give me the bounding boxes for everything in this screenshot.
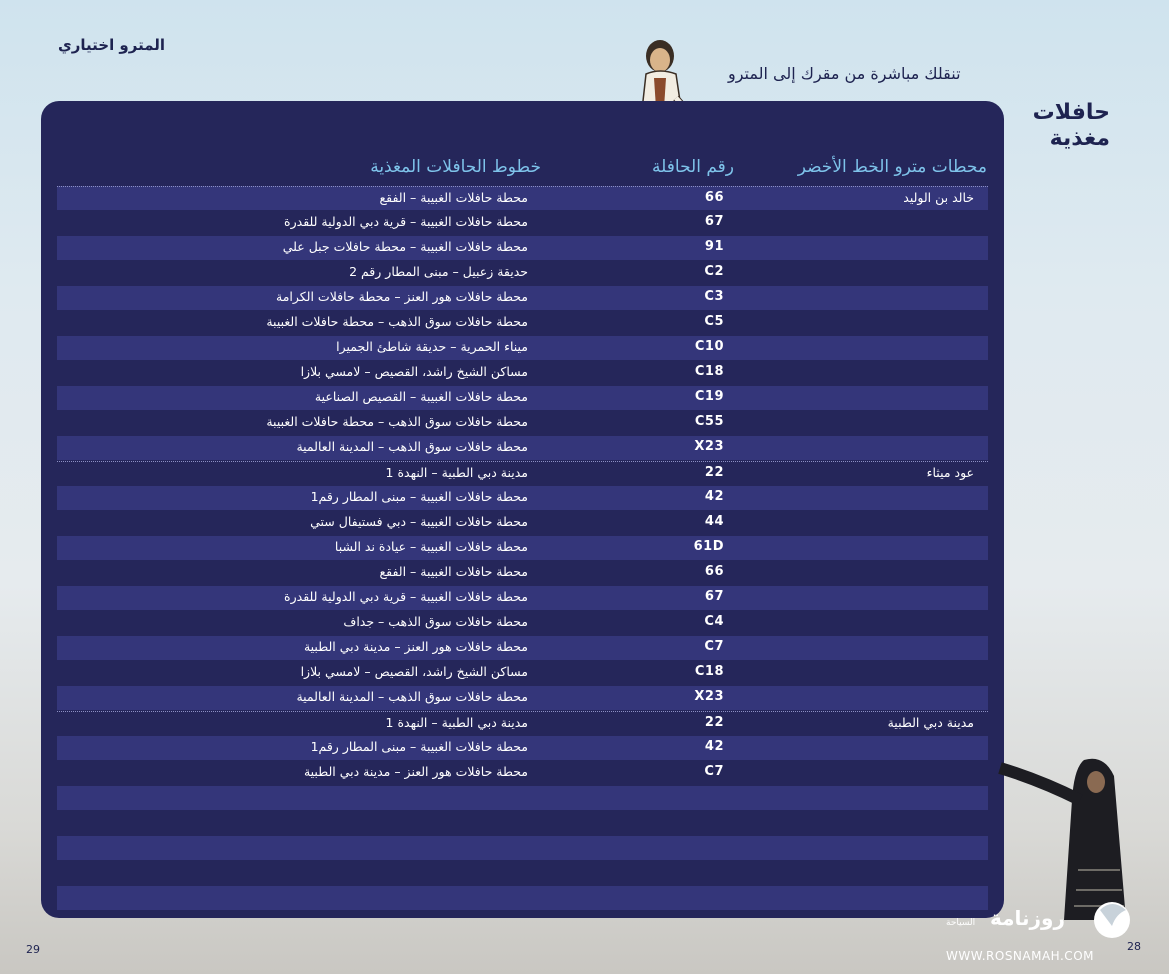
route-cell: حديقة زعبيل – مبنى المطار رقم 2: [349, 264, 528, 279]
bus-number-cell: C3: [704, 289, 724, 304]
section-label: المترو اختياري: [58, 36, 166, 54]
table-row: [57, 836, 988, 861]
table-row: [57, 461, 988, 486]
route-cell: ميناء الحمرية – حديقة شاطئ الجميرا: [336, 339, 528, 354]
table-row: [57, 636, 988, 661]
bus-number-cell: C18: [694, 664, 724, 679]
bus-number-cell: C10: [694, 339, 724, 354]
bus-number-cell: 67: [704, 589, 724, 604]
bus-table: [57, 186, 988, 911]
bus-number-cell: C55: [694, 414, 724, 429]
route-cell: محطة حافلات الغبيبة – مبنى المطار رقم1: [310, 739, 528, 754]
table-row: [57, 861, 988, 886]
bus-number-cell: C7: [704, 764, 724, 779]
website-url: WWW.ROSNAMAH.COM: [946, 949, 1094, 963]
route-cell: محطة حافلات سوق الذهب – جداف: [343, 614, 528, 629]
page-number-right: 28: [1127, 940, 1141, 953]
bus-number-cell: X23: [694, 689, 724, 704]
route-cell: محطة حافلات الغبيبة – الفقع: [379, 190, 528, 205]
table-row: [57, 336, 988, 361]
bus-number-cell: 22: [704, 715, 724, 730]
table-row: [57, 411, 988, 436]
table-row: [57, 736, 988, 761]
route-cell: محطة حافلات هور العنز – مدينة دبي الطبية: [303, 764, 528, 779]
table-row: [57, 211, 988, 236]
bus-number-cell: 44: [704, 514, 724, 529]
table-row: [57, 686, 988, 711]
station-cell: خالد بن الوليد: [903, 190, 974, 205]
table-row: [57, 361, 988, 386]
route-cell: محطة حافلات سوق الذهب – المدينة العالمية: [296, 689, 528, 704]
route-cell: محطة حافلات الغبيبة – القصيص الصناعية: [314, 389, 528, 404]
table-row: [57, 236, 988, 261]
bus-number-cell: 91: [704, 239, 724, 254]
route-cell: محطة حافلات الغبيبة – قرية دبي الدولية للقدرة: [284, 214, 528, 229]
bus-number-cell: C2: [704, 264, 724, 279]
route-cell: محطة حافلات سوق الذهب – المدينة العالمية: [296, 439, 528, 454]
bus-number-cell: 42: [704, 739, 724, 754]
route-cell: محطة حافلات سوق الذهب – محطة حافلات الغبيبة: [266, 414, 528, 429]
table-row: [57, 186, 988, 211]
station-cell: مدينة دبي الطبية: [887, 715, 974, 730]
bus-number-cell: C19: [694, 389, 724, 404]
bus-number-cell: C18: [694, 364, 724, 379]
route-cell: محطة حافلات الغبيبة – عيادة ند الشبا: [334, 539, 528, 554]
bus-number-cell: C5: [704, 314, 724, 329]
bus-number-cell: 61D: [693, 539, 724, 554]
station-cell: عود ميثاء: [926, 465, 974, 480]
table-row: [57, 711, 988, 736]
table-row: [57, 311, 988, 336]
route-cell: محطة حافلات سوق الذهب – محطة حافلات الغبيبة: [266, 314, 528, 329]
bus-number-cell: C4: [704, 614, 724, 629]
bus-number-cell: 67: [704, 214, 724, 229]
table-row: [57, 811, 988, 836]
bus-number-cell: X23: [694, 439, 724, 454]
column-header-lines: خطوط الحافلات المغذية: [370, 157, 541, 177]
route-cell: مساكن الشيخ راشد، القصيص – لامسي بلازا: [300, 364, 528, 379]
table-row: [57, 261, 988, 286]
route-cell: محطة حافلات الغبيبة – محطة حافلات جبل علي: [282, 239, 528, 254]
page-number-left: 29: [26, 943, 40, 956]
table-row: [57, 561, 988, 586]
bus-number-cell: C7: [704, 639, 724, 654]
table-row: [57, 611, 988, 636]
logo-brand: روزنامة: [990, 906, 1065, 930]
route-cell: مساكن الشيخ راشد، القصيص – لامسي بلازا: [300, 664, 528, 679]
robed-figure-illustration: [980, 740, 1130, 920]
bus-number-cell: 22: [704, 465, 724, 480]
column-header-station: محطات مترو الخط الأخضر: [797, 157, 987, 177]
route-cell: محطة حافلات الغبيبة – مبنى المطار رقم1: [310, 489, 528, 504]
column-header-bus-number: رقم الحافلة: [652, 157, 734, 177]
route-cell: محطة حافلات الغبيبة – قرية دبي الدولية للقدرة: [284, 589, 528, 604]
route-cell: محطة حافلات هور العنز – مدينة دبي الطبية: [303, 639, 528, 654]
route-cell: مدينة دبي الطبية – النهدة 1: [385, 465, 528, 480]
table-row: [57, 511, 988, 536]
table-row: [57, 386, 988, 411]
table-row: [57, 286, 988, 311]
bus-number-cell: 42: [704, 489, 724, 504]
route-cell: مدينة دبي الطبية – النهدة 1: [385, 715, 528, 730]
table-row: [57, 661, 988, 686]
table-row: [57, 761, 988, 786]
logo-tag: السياحة: [946, 918, 976, 928]
route-cell: محطة حافلات هور العنز – محطة حافلات الكرامة: [276, 289, 528, 304]
table-row: [57, 536, 988, 561]
route-cell: محطة حافلات الغبيبة – الفقع: [379, 564, 528, 579]
route-cell: محطة حافلات الغبيبة – دبي فستيفال ستي: [310, 514, 528, 529]
subtitle: تنقلك مباشرة من مقرك إلى المترو: [728, 64, 961, 83]
side-title: حافلات مغذية: [1032, 100, 1110, 151]
table-row: [57, 886, 988, 911]
bus-number-cell: 66: [704, 564, 724, 579]
table-row: [57, 486, 988, 511]
table-row: [57, 436, 988, 461]
table-row: [57, 586, 988, 611]
table-row: [57, 786, 988, 811]
bus-number-cell: 66: [704, 190, 724, 205]
